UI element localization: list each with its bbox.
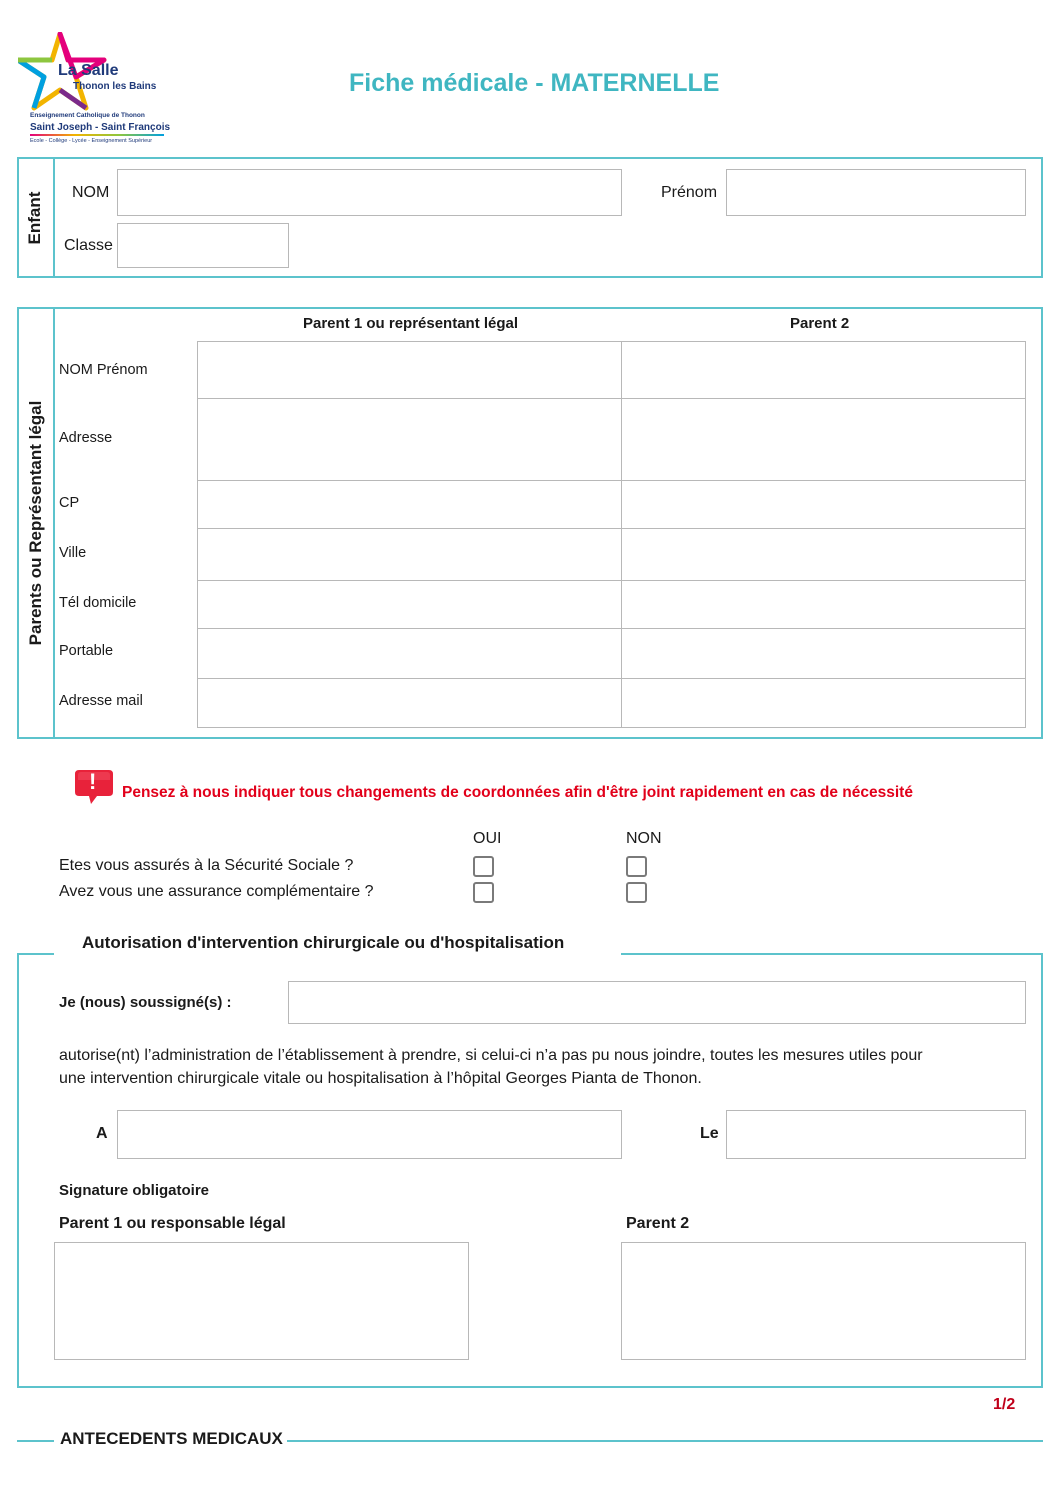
- logo-schools: Saint Joseph - Saint François: [30, 122, 171, 133]
- signature-parent1-label: Parent 1 ou responsable légal: [59, 1215, 286, 1232]
- signature-parent1-box[interactable]: [54, 1242, 469, 1360]
- signature-parent2-box[interactable]: [621, 1242, 1026, 1360]
- parent2-cp-cell[interactable]: [622, 481, 1026, 529]
- question-securite-sociale: Etes vous assurés à la Sécurité Sociale ?: [59, 857, 354, 874]
- parent1-nom-prenom-cell[interactable]: [198, 342, 622, 399]
- next-section-heading: ANTECEDENTS MEDICAUX: [60, 1429, 283, 1448]
- parent1-cp-cell[interactable]: [198, 481, 622, 529]
- parent2-adresse-cell[interactable]: [622, 399, 1026, 481]
- oui-header: OUI: [473, 830, 502, 847]
- page-number: 1/2: [993, 1396, 1016, 1413]
- row-label-adresse-mail: Adresse mail: [59, 693, 143, 709]
- parents-section-label: Parents ou Représentant légal: [26, 400, 45, 646]
- parent1-mail-cell[interactable]: [198, 679, 622, 728]
- parent1-ville-cell[interactable]: [198, 529, 622, 581]
- question-assurance-complementaire: Avez vous une assurance complémentaire ?: [59, 883, 374, 900]
- parent2-portable-cell[interactable]: [622, 629, 1026, 679]
- row-label-portable: Portable: [59, 643, 114, 659]
- classe-field[interactable]: [117, 223, 289, 268]
- prenom-field[interactable]: [726, 169, 1026, 216]
- parent2-ville-cell[interactable]: [622, 529, 1026, 581]
- parent1-column-header: Parent 1 ou représentant légal: [303, 315, 519, 332]
- school-logo: [18, 32, 178, 150]
- signature-parent2-label: Parent 2: [626, 1215, 690, 1232]
- prenom-label: Prénom: [661, 184, 718, 201]
- row-label-cp: CP: [59, 495, 80, 511]
- non-header: NON: [626, 830, 662, 847]
- row-label-tel-domicile: Tél domicile: [59, 595, 137, 611]
- undersigned-label: Je (nous) soussigné(s) :: [59, 994, 232, 1011]
- logo-name-line1: La Salle: [58, 62, 119, 79]
- parent1-tel-cell[interactable]: [198, 581, 622, 629]
- authorization-heading: Autorisation d'intervention chirurgicale ou d'hospitalisation: [82, 933, 565, 952]
- row-label-adresse: Adresse: [59, 430, 113, 446]
- date-label: Le: [700, 1125, 719, 1142]
- place-field[interactable]: [117, 1110, 622, 1159]
- securite-sociale-oui-checkbox[interactable]: [473, 856, 494, 877]
- page-title: Fiche médicale - MATERNELLE: [349, 69, 720, 97]
- parents-table: [197, 341, 1026, 728]
- complementaire-non-checkbox[interactable]: [626, 882, 647, 903]
- parent1-portable-cell[interactable]: [198, 629, 622, 679]
- authorization-text-line2: une intervention chirurgicale vitale ou hospitalisation à l’hôpital Georges Pianta de Thonon.: [59, 1070, 702, 1087]
- nom-field[interactable]: [117, 169, 622, 216]
- undersigned-field[interactable]: [288, 981, 1026, 1024]
- securite-sociale-non-checkbox[interactable]: [626, 856, 647, 877]
- notice-text: Pensez à nous indiquer tous changements de coordonnées afin d'être joint rapidement en cas de nécessité: [122, 784, 913, 801]
- date-field[interactable]: [726, 1110, 1026, 1159]
- row-label-ville: Ville: [59, 545, 87, 561]
- parent2-mail-cell[interactable]: [622, 679, 1026, 728]
- classe-label: Classe: [64, 237, 113, 254]
- logo-name-line2: Thonon les Bains: [73, 81, 157, 92]
- signature-heading: Signature obligatoire: [59, 1182, 210, 1199]
- logo-levels: Ecole - Collège - Lycée - Enseignement Supérieur: [30, 138, 153, 144]
- authorization-text-line1: autorise(nt) l’administration de l’établissement à prendre, si celui-ci n’a pas pu nous joindre, toutes les mesures utiles pour: [59, 1047, 923, 1064]
- child-section-label: Enfant: [25, 191, 44, 245]
- exclamation-speech-icon: !: [73, 768, 115, 806]
- nom-label: NOM: [72, 184, 110, 201]
- place-label: A: [96, 1125, 108, 1142]
- parent2-column-header: Parent 2: [790, 315, 850, 332]
- logo-subtitle: Enseignement Catholique de Thonon: [30, 112, 145, 119]
- parent2-nom-prenom-cell[interactable]: [622, 342, 1026, 399]
- complementaire-oui-checkbox[interactable]: [473, 882, 494, 903]
- parent1-adresse-cell[interactable]: [198, 399, 622, 481]
- row-label-nom-prenom: NOM Prénom: [59, 362, 148, 378]
- parent2-tel-cell[interactable]: [622, 581, 1026, 629]
